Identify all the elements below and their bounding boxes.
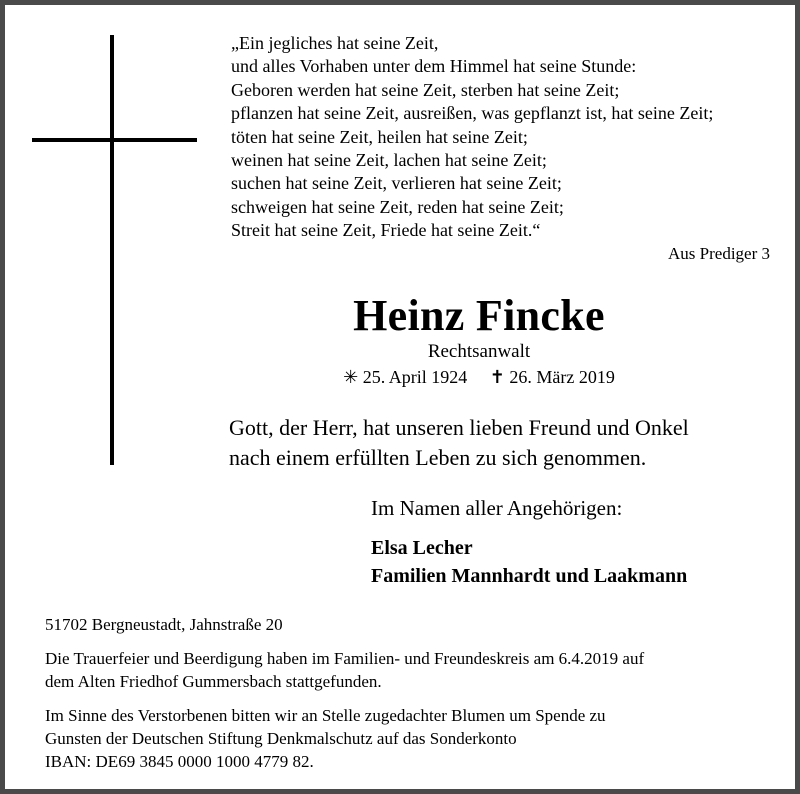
donation-info xyxy=(45,704,606,773)
donation-line: Im Sinne des Verstorbenen bitten wir an Stelle zugedachter Blumen um Spende zu xyxy=(45,706,606,725)
birth-star-icon: ✳ xyxy=(343,367,359,387)
verse-line: suchen hat seine Zeit, verlieren hat seine Zeit; xyxy=(231,173,562,194)
verse-line: „Ein jegliches hat seine Zeit, xyxy=(231,33,439,53)
verse-line: Geboren werden hat seine Zeit, sterben hat seine Zeit; xyxy=(231,79,620,100)
funeral-line: dem Alten Friedhof Gummersbach stattgefunden. xyxy=(45,672,382,691)
funeral-info xyxy=(45,647,644,693)
verse-line: und alles Vorhaben unter dem Himmel hat seine Stunde: xyxy=(231,56,637,77)
deceased-profession: Rechtsanwalt xyxy=(427,341,531,362)
donation-iban: IBAN: DE69 3845 0000 1000 4779 82. xyxy=(45,752,314,771)
announcement-message xyxy=(229,413,689,473)
verse-line: pflanzen hat seine Zeit, ausreißen, was gepflanzt ist, hat seine Zeit; xyxy=(231,103,714,124)
mourner-name: Familien Mannhardt und Laakmann xyxy=(371,565,688,587)
birth-date: 25. April 1924 xyxy=(362,367,468,387)
closing-phrase: Im Namen aller Angehörigen: xyxy=(371,496,623,520)
donation-line: Gunsten der Deutschen Stiftung Denkmalschutz auf das Sonderkonto xyxy=(45,729,517,748)
verse-line: Streit hat seine Zeit, Friede hat seine Zeit.“ xyxy=(231,220,541,241)
verse-line: schweigen hat seine Zeit, reden hat seine Zeit; xyxy=(231,196,564,217)
message-line: nach einem erfüllten Leben zu sich genommen. xyxy=(229,445,647,470)
deceased-name: Heinz Fincke xyxy=(353,291,605,340)
death-cross-icon: ✝ xyxy=(489,367,505,387)
verse-source: Aus Prediger 3 xyxy=(668,244,770,263)
life-dates xyxy=(0,367,800,388)
message-line: Gott, der Herr, hat unseren lieben Freund und Onkel xyxy=(229,415,689,440)
address: 51702 Bergneustadt, Jahnstraße 20 xyxy=(45,615,283,634)
verse-line: weinen hat seine Zeit, lachen hat seine Zeit; xyxy=(231,149,547,170)
verse-line: töten hat seine Zeit, heilen hat seine Zeit; xyxy=(231,126,528,147)
mourner-name: Elsa Lecher xyxy=(371,537,473,559)
death-date: 26. März 2019 xyxy=(509,367,615,387)
bible-verse xyxy=(231,32,713,243)
cross-horizontal-bar xyxy=(32,138,197,142)
funeral-line: Die Trauerfeier und Beerdigung haben im Familien- und Freundeskreis am 6.4.2019 auf xyxy=(45,649,645,668)
mourners-list xyxy=(371,534,687,590)
cross-vertical-bar xyxy=(110,35,114,465)
